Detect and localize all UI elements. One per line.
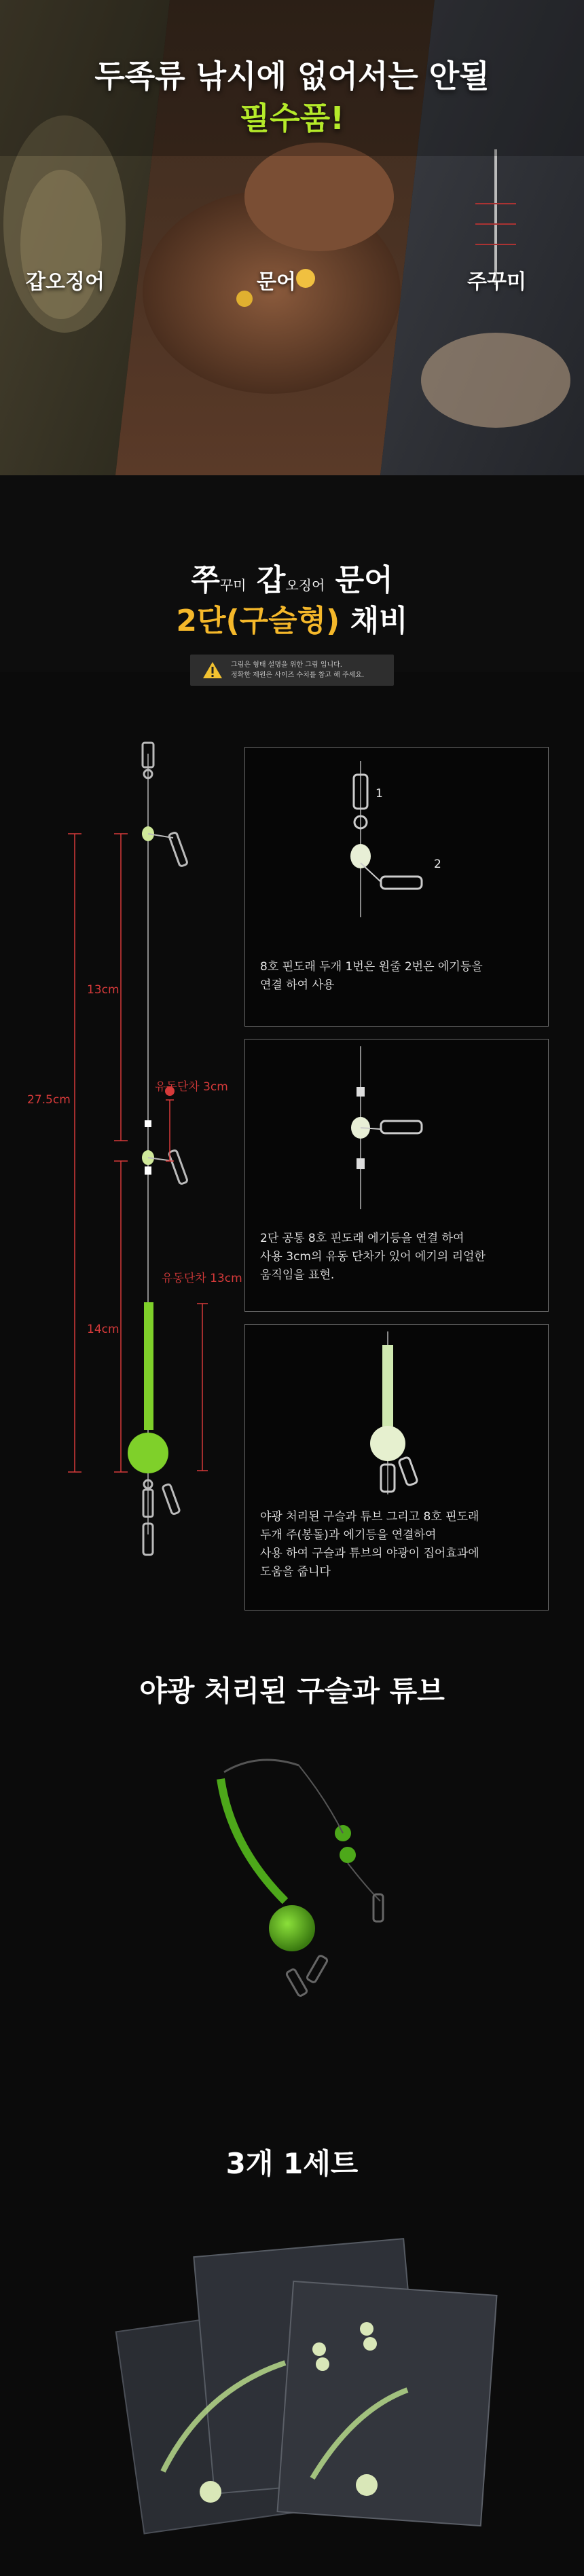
glow-tube xyxy=(144,1302,153,1430)
rig-illustration xyxy=(0,672,231,1609)
dimension-float-2: 유동단차 13cm xyxy=(162,1272,242,1285)
set-section xyxy=(0,2098,584,2576)
notice-line2: 정확한 제원은 사이즈 수치를 참고 해 주세요. xyxy=(231,671,365,679)
panel-3-line-4: 도움을 줍니다 xyxy=(260,1565,331,1579)
species-label-cuttlefish: 갑오징어 xyxy=(26,270,105,294)
rig-diagram-section xyxy=(0,672,584,1609)
dimension-total: 27.5cm xyxy=(27,1093,71,1107)
hero-subtitle: 필수품! xyxy=(239,100,345,136)
glow-rig-photo xyxy=(0,1711,584,2091)
detail-panel-glow xyxy=(244,1324,549,1611)
title-word-jju: 쭈 xyxy=(191,563,220,597)
panel-1-description xyxy=(260,958,483,995)
panel-1-line-2: 연결 하여 사용 xyxy=(260,978,335,992)
notice-line1: 그림은 형태 설명을 위한 그림 입니다. xyxy=(231,661,342,669)
hero-banner xyxy=(0,0,584,475)
title-accent: 2단(구슬형) xyxy=(176,604,340,638)
title-word-gap: 갑 xyxy=(256,563,286,597)
title-rest: 채비 xyxy=(340,604,408,638)
detail-panel-swivels xyxy=(244,747,549,1027)
panel-label-2: 2 xyxy=(434,858,441,871)
title-word-jju-small: 꾸미 xyxy=(219,577,247,593)
float-stop-top xyxy=(145,1120,151,1127)
product-title-line2 xyxy=(0,596,584,640)
panel-glow-illustration xyxy=(245,1325,548,1501)
panel-label-1: 1 xyxy=(376,787,383,801)
glow-section xyxy=(0,1609,584,2098)
title-word-gap-small: 오징어 xyxy=(285,577,325,593)
dimension-upper: 13cm xyxy=(87,983,120,997)
float-stop-bottom xyxy=(145,1166,151,1175)
species-label-octopus: 문어 xyxy=(257,270,296,294)
glow-ball xyxy=(269,1905,315,1951)
panel-2-line-3: 움직임을 표현. xyxy=(260,1268,335,1282)
panel-1-line-1: 8호 핀도래 두개 1번은 원줄 2번은 에기등을 xyxy=(260,960,483,974)
dimension-float-1: 유동단차 3cm xyxy=(155,1080,228,1094)
panel-3-description xyxy=(260,1508,479,1581)
title-word-octopus: 문어 xyxy=(335,563,393,597)
panel-3-line-1: 야광 처리된 구슬과 튜브 그리고 8호 핀도래 xyxy=(260,1510,479,1524)
set-section-title: 3개 1세트 xyxy=(225,2147,359,2180)
panel-swivel-illustration xyxy=(245,748,548,951)
product-title-line1 xyxy=(0,555,584,599)
package-3 xyxy=(278,2281,497,2526)
panel-3-line-2: 두개 주(봉돌)과 에기등을 연결하여 xyxy=(260,1528,437,1542)
product-set-photo xyxy=(0,2186,584,2566)
dimension-lower: 14cm xyxy=(87,1323,120,1336)
glow-bead xyxy=(128,1433,168,1473)
bottom-snap-1 xyxy=(162,1484,180,1514)
product-title-section xyxy=(0,475,584,672)
panel-3-line-3: 사용 하여 구슬과 튜브의 야광이 집어효과에 xyxy=(260,1547,479,1560)
panel-2-line-1: 2단 공통 8호 핀도래 에기등을 연결 하여 xyxy=(260,1232,464,1245)
detail-panel-float xyxy=(244,1039,549,1312)
panel-float-illustration xyxy=(245,1039,548,1216)
hero-title: 두족류 낚시에 없어서는 안될 xyxy=(94,58,490,94)
middle-snap xyxy=(168,1149,187,1184)
species-label-webfoot-octopus: 주꾸미 xyxy=(467,270,526,294)
glow-section-title: 야광 처리된 구슬과 튜브 xyxy=(139,1674,445,1708)
panel-2-line-2: 사용 3cm의 유동 단차가 있어 에기의 리얼한 xyxy=(260,1250,486,1264)
panel-2-description xyxy=(260,1230,486,1285)
